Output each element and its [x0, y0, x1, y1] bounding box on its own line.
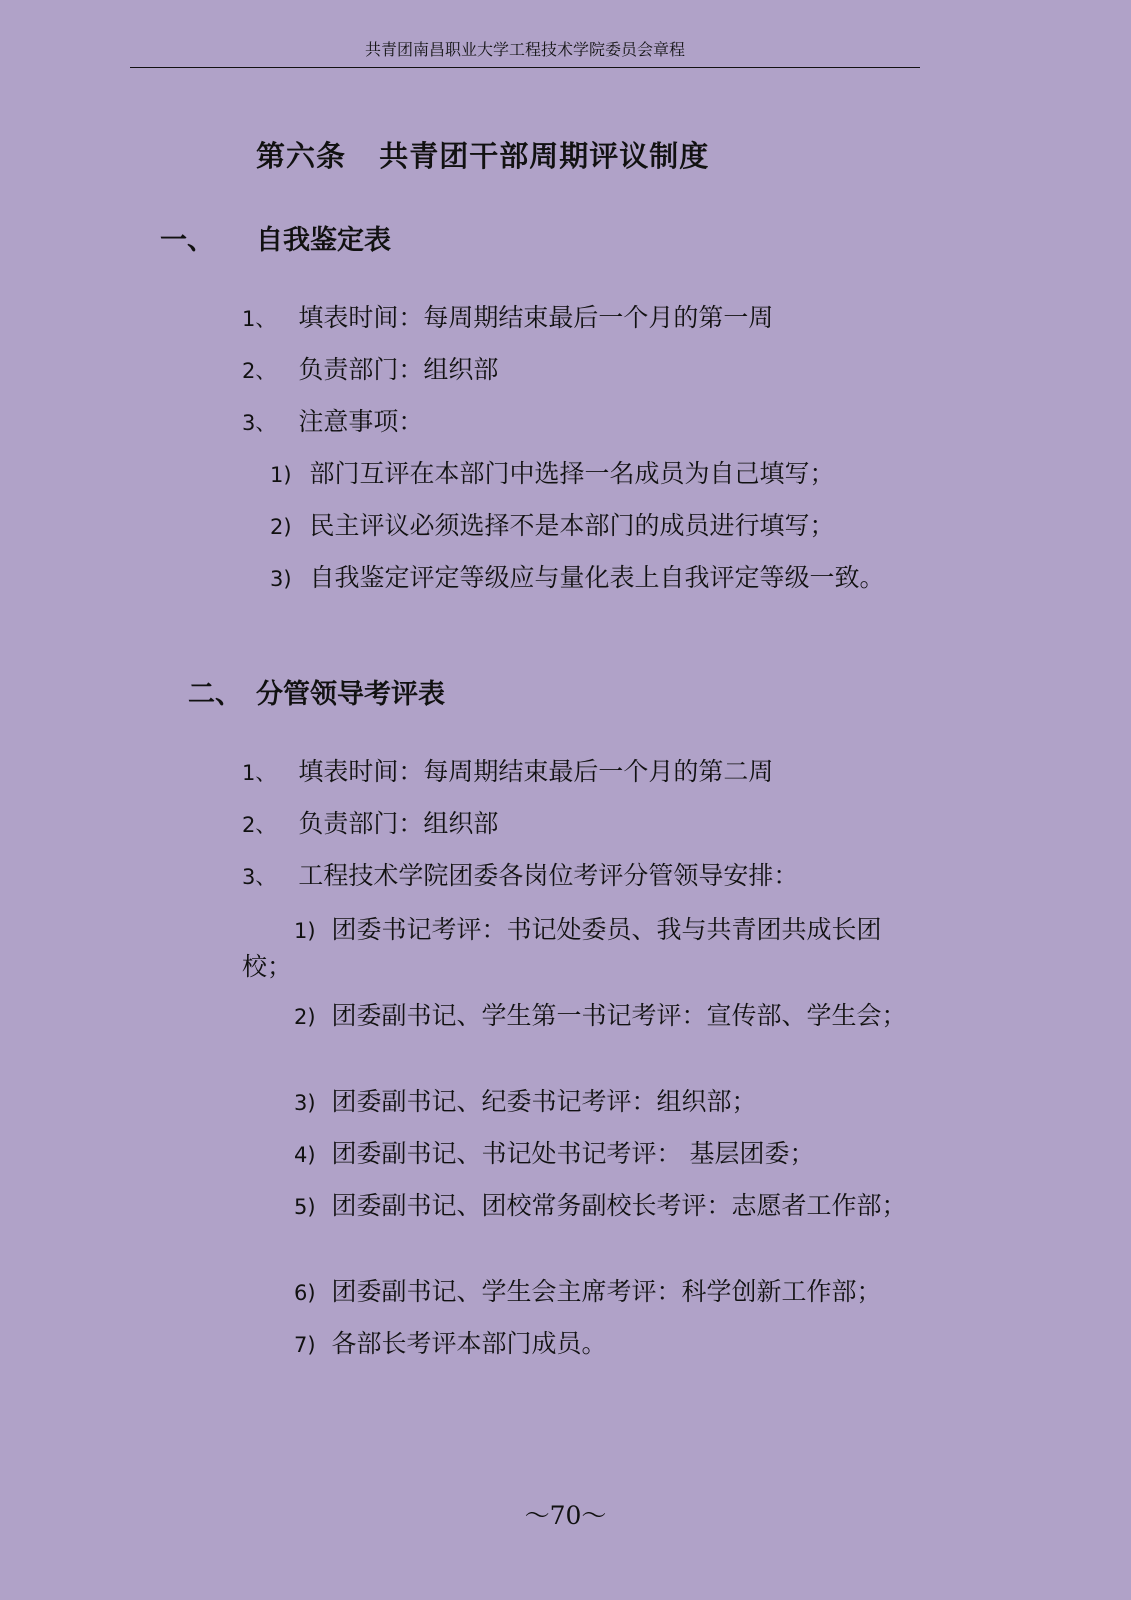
item-number: 2、	[242, 813, 277, 837]
item-number: 1、	[242, 307, 277, 331]
item-text: 部门互评在本部门中选择一名成员为自己填写；	[309, 459, 835, 488]
item-text: 填表时间：每周期结束最后一个月的第一周	[298, 303, 774, 332]
item-text: 负责部门：组织部	[298, 809, 499, 838]
item-text: 团委副书记、学生第一书记考评：宣传部、学生会；	[331, 1001, 907, 1030]
sub-list-item	[242, 1274, 942, 1311]
page-header: 共青团南昌职业大学工程技术学院委员会章程	[130, 40, 920, 68]
list-item	[242, 404, 423, 441]
item-number: 6)	[294, 1281, 316, 1305]
item-number: 3、	[242, 411, 277, 435]
item-number: 1)	[294, 919, 316, 943]
item-number: 4)	[294, 1143, 316, 1167]
list-item	[242, 754, 773, 791]
item-number: 2、	[242, 359, 277, 383]
item-text: 团委副书记、团校常务副校长考评：志愿者工作部；	[331, 1191, 907, 1220]
sub-list-item	[270, 508, 835, 545]
item-number: 2)	[270, 515, 292, 539]
item-text: 团委副书记、纪委书记考评：组织部；	[331, 1087, 757, 1116]
item-text: 负责部门：组织部	[298, 355, 499, 384]
section-1-number: 一、	[160, 225, 214, 256]
item-number: 5)	[294, 1195, 316, 1219]
item-text: 民主评议必须选择不是本部门的成员进行填写；	[309, 511, 835, 540]
sub-list-item	[242, 912, 922, 985]
list-item	[242, 858, 798, 895]
item-text: 各部长考评本部门成员。	[331, 1329, 607, 1358]
section-1-title: 自我鉴定表	[256, 225, 391, 256]
item-number: 1、	[242, 761, 277, 785]
item-text: 填表时间：每周期结束最后一个月的第二周	[298, 757, 774, 786]
sub-list-item	[242, 1136, 922, 1173]
page-number: ～70～	[524, 1501, 607, 1530]
sub-list-item	[270, 560, 885, 597]
item-number: 3)	[270, 567, 292, 591]
item-text: 自我鉴定评定等级应与量化表上自我评定等级一致。	[309, 563, 885, 592]
item-text: 团委副书记、书记处书记考评： 基层团委；	[331, 1139, 815, 1168]
sub-list-item	[270, 456, 835, 493]
item-number: 3)	[294, 1091, 316, 1115]
list-item	[242, 300, 773, 337]
item-number: 3、	[242, 865, 277, 889]
sub-list-item	[242, 1326, 922, 1363]
item-text: 注意事项：	[298, 407, 424, 436]
item-number: 2)	[294, 1005, 316, 1029]
article-title: 第六条 共青团干部周期评议制度	[256, 139, 710, 173]
sub-list-item	[242, 1188, 922, 1225]
list-item	[242, 806, 498, 843]
section-2-number: 二、	[188, 679, 242, 710]
list-item	[242, 352, 498, 389]
item-text: 工程技术学院团委各岗位考评分管领导安排：	[298, 861, 799, 890]
item-text: 团委书记考评：书记处委员、我与共青团共成长团校；	[242, 915, 882, 981]
item-text: 团委副书记、学生会主席考评：科学创新工作部；	[331, 1277, 882, 1306]
section-2-title: 分管领导考评表	[256, 679, 445, 710]
sub-list-item	[242, 998, 922, 1035]
item-number: 7)	[294, 1333, 316, 1357]
sub-list-item	[242, 1084, 922, 1121]
item-number: 1)	[270, 463, 292, 487]
